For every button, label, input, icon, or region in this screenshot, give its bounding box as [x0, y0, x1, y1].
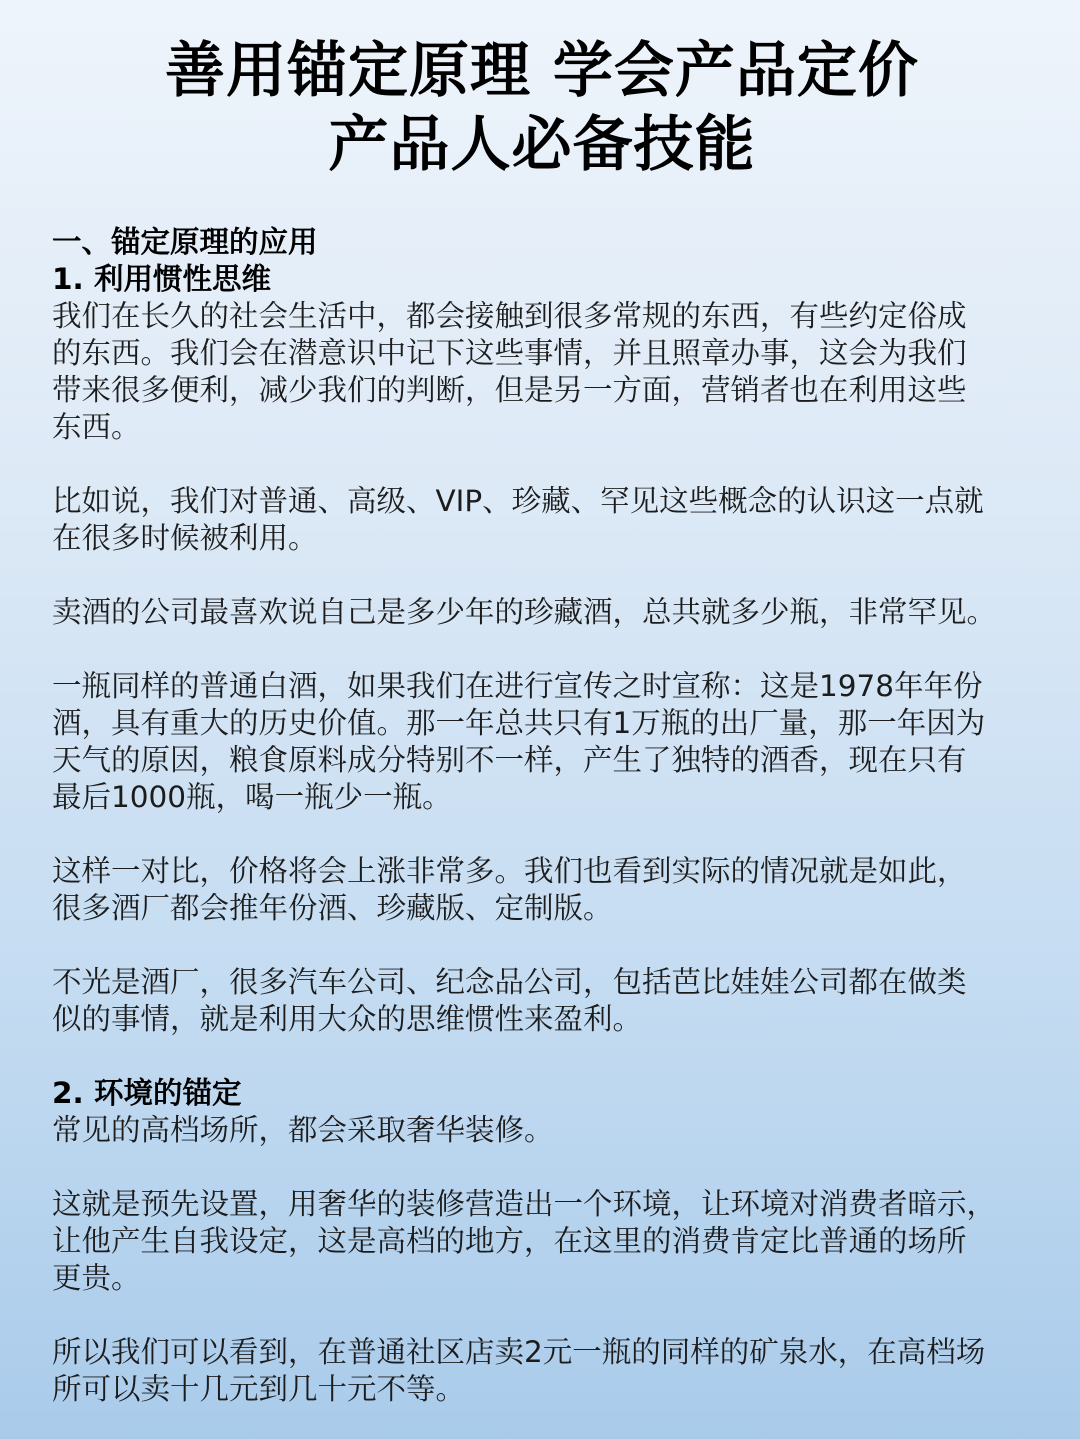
subsection-heading-2: 2. 环境的锚定 [52, 1076, 242, 1110]
section-heading: 一、锚定原理的应用 [52, 225, 318, 259]
text-line: 东西。 [52, 410, 141, 444]
text-line: 不光是酒厂，很多汽车公司、纪念品公司，包括芭比娃娃公司都在做类 [52, 965, 967, 999]
paragraph-concepts [52, 483, 1032, 557]
paragraph-vintage-example [52, 668, 1032, 816]
text-line: 卖酒的公司最喜欢说自己是多少年的珍藏酒，总共就多少瓶，非常罕见。 [52, 595, 997, 629]
paragraph-luxury-venues [52, 1112, 1032, 1149]
text-line: 常见的高档场所，都会采取奢华装修。 [52, 1113, 554, 1147]
text-line: 带来很多便利，减少我们的判断，但是另一方面，营销者也在利用这些 [52, 373, 967, 407]
paragraph-gap [52, 557, 1032, 594]
paragraph-gap [52, 816, 1032, 853]
paragraph-inertia-intro [52, 298, 1032, 446]
article-body [52, 224, 1032, 1408]
text-line: 的东西。我们会在潜意识中记下这些事情，并且照章办事，这会为我们 [52, 336, 967, 370]
paragraph-gap [52, 1038, 1032, 1075]
paragraph-gap [52, 446, 1032, 483]
paragraph-gap [52, 631, 1032, 668]
paragraph-price-contrast [52, 853, 1032, 927]
paragraph-wine-company [52, 594, 1032, 631]
paragraph-mineral-water [52, 1334, 1032, 1408]
title-block [52, 0, 1032, 182]
text-line: 让他产生自我设定，这是高档的地方，在这里的消费肯定比普通的场所 [52, 1224, 967, 1258]
text-line: 这就是预先设置，用奢华的装修营造出一个环境，让环境对消费者暗示， [52, 1187, 997, 1221]
text-line: 我们在长久的社会生活中，都会接触到很多常规的东西，有些约定俗成 [52, 299, 967, 333]
text-line: 天气的原因，粮食原料成分特别不一样，产生了独特的酒香，现在只有 [52, 743, 967, 777]
text-line: 所以我们可以看到，在普通社区店卖2元一瓶的同样的矿泉水，在高档场 [52, 1335, 986, 1369]
text-line: 一瓶同样的普通白酒，如果我们在进行宣传之时宣称：这是1978年年份 [52, 669, 983, 703]
text-line: 很多酒厂都会推年份酒、珍藏版、定制版。 [52, 891, 613, 925]
text-line: 这样一对比，价格将会上涨非常多。我们也看到实际的情况就是如此， [52, 854, 967, 888]
paragraph-presetting [52, 1186, 1032, 1297]
text-line: 比如说，我们对普通、高级、VIP、珍藏、罕见这些概念的认识这一点就 [52, 484, 984, 518]
text-line: 酒，具有重大的历史价值。那一年总共只有1万瓶的出厂量，那一年因为 [52, 706, 986, 740]
text-line: 似的事情，就是利用大众的思维惯性来盈利。 [52, 1002, 643, 1036]
page-title-line-2: 产品人必备技能 [328, 110, 756, 180]
text-line: 最后1000瓶，喝一瓶少一瓶。 [52, 780, 452, 814]
paragraph-gap [52, 1297, 1032, 1334]
subsection-heading-1: 1. 利用惯性思维 [52, 262, 272, 296]
paragraph-other-companies [52, 964, 1032, 1038]
text-line: 所可以卖十几元到几十元不等。 [52, 1372, 466, 1406]
page-title-line-1: 善用锚定原理 学会产品定价 [165, 36, 919, 106]
text-line: 更贵。 [52, 1261, 141, 1295]
text-line: 在很多时候被利用。 [52, 521, 318, 555]
paragraph-gap [52, 927, 1032, 964]
paragraph-gap [52, 1149, 1032, 1186]
